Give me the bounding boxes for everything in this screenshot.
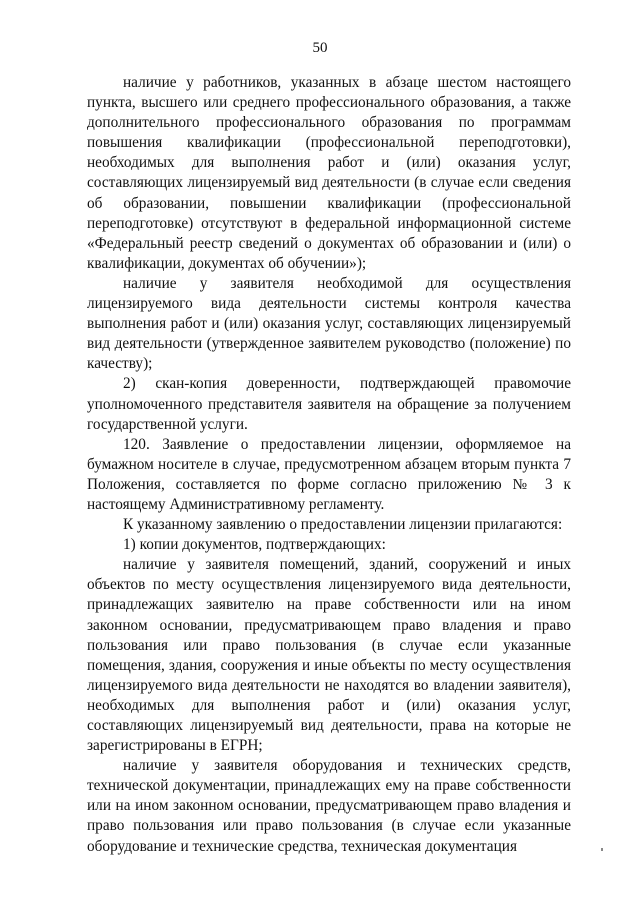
document-body <box>87 73 571 857</box>
page-number: 50 <box>312 40 328 56</box>
paragraph-120-application: 120. Заявление о предоставлении лицензии, оформляемое на бумажном носителе в случае, предусмотренном абзацем вторым пункта 7 Положения, составляется по форме согласно приложению № 3 к настоящему Административному регламенту. <box>87 435 571 513</box>
paragraph-document-copies: 1) копии документов, подтверждающих: <box>123 536 386 554</box>
paragraph-quality-control: наличие у заявителя необходимой для осуществления лицензируемого вида деятельности системы контроля качества выполнения работ и (или) оказания услуг, составляющих лицензируемый вид деятельности (утвержденное заявителем руководство (положение) по качеству); <box>87 274 571 373</box>
paragraph-premises: наличие у заявителя помещений, зданий, сооружений и иных объектов по месту осуществления лицензируемого вида деятельности, принадлежащих заявителю на праве собственности или на ином законном основании, предусматривающем право владения и право пользования или право пользования (в случае если указанные помещения, здания, сооружения и иные объекты по месту осуществления лицензируемого вида деятельности не находятся во владении заявителя), необходимых для выполнения работ и (или) оказания услуг, составляющих лицензируемый вид деятельности, права на которые не зарегистрированы в ЕГРН; <box>87 556 571 755</box>
scan-artifact <box>601 848 603 851</box>
paragraph-power-of-attorney: 2) скан-копия доверенности, подтверждающей правомочие уполномоченного представителя заявителя на обращение за получением государственной услуги. <box>87 375 571 433</box>
paragraph-attachments-intro: К указанному заявлению о предоставлении лицензии прилагаются: <box>123 516 563 534</box>
paragraph-equipment: наличие у заявителя оборудования и технических средств, технической документации, принадлежащих ему на праве собственности или на ином законном основании, предусматривающем право владения и право пользования или право пользования (в случае если указанные оборудование и технические средства, техническая документация <box>87 757 571 855</box>
paragraph-staff-education: наличие у работников, указанных в абзаце шестом настоящего пункта, высшего или среднего профессионального образования, а также дополнительного профессионального образования по программам повышения квалификации (профессиональной переподготовки), необходимых для выполнения работ и (или) оказания услуг, составляющих лицензируемый вид деятельности (в случае если сведения об образовании, повышении квалификации (профессиональной переподготовке) отсутствуют в федеральной информационной системе «Федеральный реестр сведений о документах об образовании и (или) о квалификации, документах об обучении»); <box>87 74 571 272</box>
